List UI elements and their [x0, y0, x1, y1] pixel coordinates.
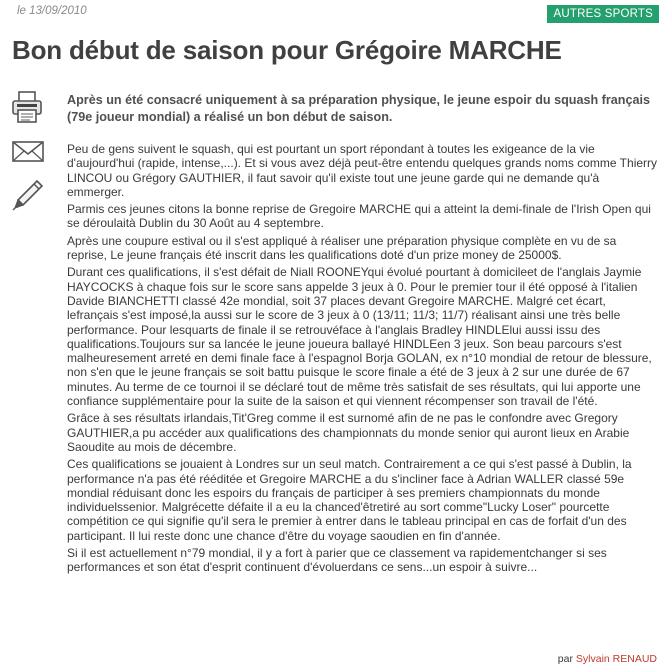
body-paragraph: Si il est actuellement n°79 mondial, il y a fort à parier que ce classement va rapidementchanger si ses performances et son état d'esprit continuent d'évoluerdans ce sens...un espoir à suivre...	[67, 546, 607, 575]
author-prefix: par	[557, 653, 573, 665]
article-lead: Après un été consacré uniquement à sa préparation physique, le jeune espoir du squash français (79e joueur mondial) a réalisé un bon début de saison.	[67, 93, 650, 124]
article-author	[558, 653, 657, 665]
pen-icon	[11, 178, 45, 212]
body-paragraph: Grâce à ses résultats irlandais,Tit'Greg comme il est surnomé afin de ne pas le confondre avec Gregory GAUTHIER,a pu accéder aux qualifications des championnats du monde senior qui auront lieux en Arabie Saoudite au mois de décembre.	[67, 411, 630, 454]
category-badge[interactable]: AUTRES SPORTS	[547, 5, 659, 23]
email-button[interactable]	[11, 134, 45, 168]
comment-button[interactable]	[11, 178, 45, 212]
body-paragraph: Parmis ces jeunes citons la bonne reprise de Gregoire MARCHE qui a atteint la demi-finale de l'Irish Open qui se déroulaità Dublin du 30 Août au 4 septembre.	[67, 202, 651, 231]
envelope-icon	[11, 134, 45, 168]
body-paragraph: Peu de gens suivent le squash, qui est pourtant un sport répondant à toutes les exigeance de la vie d'aujourd'hui (rapide, intense,...). Et si vous avez déjà peut-être entendu quelques grands noms comme Thierry LINCOU ou Grégory GAUTHIER, il faut savoir qu'il existe tout une jeune garde qui ne demande qu'à emmerger.	[67, 142, 658, 199]
print-button[interactable]	[11, 90, 45, 124]
article-body	[67, 142, 659, 578]
printer-icon	[11, 90, 45, 124]
author-name[interactable]: Sylvain RENAUD	[575, 653, 657, 665]
body-paragraph: Ces qualifications se jouaient à Londres sur un seul match. Contrairement a ce qui s'est passé à Dublin, la performance n'a pas été rééditée et Gregoire MARCHE a du s'incliner face à Adrian WALLER classé 59e mondial réduisant donc les espoirs du français de participer à ses premiers championnats du monde individuelssenior. Malgrécette défaite il a eu la chanced'êtretiré au sort comme"Lucky Loser" pourcette compétition ce qui signifie qu'il sera le premier à entrer dans le tableau principal en cas de forfait d'un des participant. Il lui reste donc une chance d'être du voyage saoudien en fin d'année.	[67, 457, 632, 543]
article-date: le 13/09/2010	[17, 5, 87, 17]
body-paragraph: Durant ces qualifications, il s'est défait de Niall ROONEYqui évolué pourtant à domicileet de l'anglais Jaymie HAYCOCKS à chaque fois sur le score sans appelde 3 jeux à 0. Pour le premier tour il été opposé à l'italien Davide BIANCHETTI classé 42e mondial, soit 37 places devant Gregoire MARCHE. Malgré cet écart, lefrançais s'est imposé,la aussi sur le score de 3 jeux à 0 (13/11; 11/3; 11/7) réalisant ainsi une très belle performance. Pour lesquarts de finale il se retrouvéface à l'anglais Bradley HINDLElui aussi issu des qualifications.Toujours sur sa lancée le jeune joueura ballayé HINDLEen 3 jeux. Son beau parcours s'est malheuresement arreté en demi finale face à l'espagnol Borja GOLAN, ex n°10 mondial de retour de blessure, non s'en que le jeune français se soit battu puisque le score finale a été de 3 jeux à 2 sur une durée de 67 minutes. Au terme de ce tournoi il se déclaré tout de même très satisfait de ses résultats, qui lui apporte une confiance supplémentaire pour la suite de la saison et qui viennent récompenser son travail de l'été.	[67, 265, 652, 409]
article-title: Bon début de saison pour Grégoire MARCHE	[12, 35, 562, 65]
body-paragraph: Après une coupure estival ou il s'est appliqué à réaliser une préparation physique complète en vu de sa reprise, Le jeune français été inscrit dans les qualifications doté d'un prize money de 25000$.	[67, 233, 617, 263]
article-tools	[11, 90, 47, 222]
